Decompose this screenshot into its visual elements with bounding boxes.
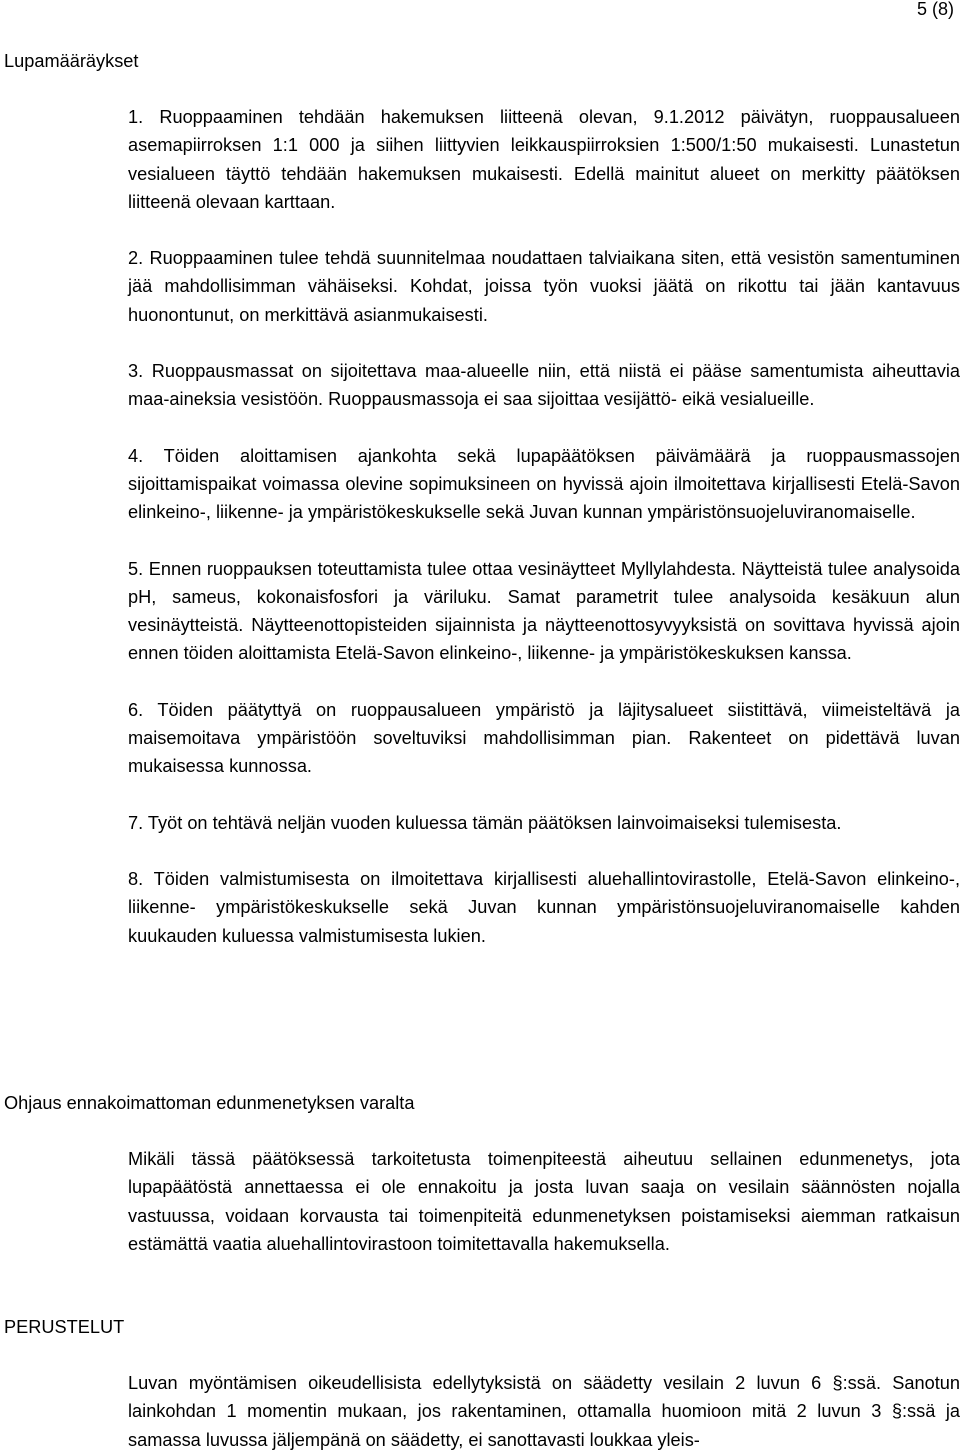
condition-7: 7. Työt on tehtävä neljän vuoden kuluessa tämän päätöksen lainvoimaiseksi tulemisesta. xyxy=(128,812,842,833)
perustelut-section xyxy=(128,1369,960,1454)
conditions-list xyxy=(128,103,960,950)
condition-1: 1. Ruoppaaminen tehdään hakemuksen liitteenä olevan, 9.1.2012 päivätyn, ruoppausalueen asemapiirroksen 1:1 000 ja siihen liittyvien leikkauspiirroksien 1:500/1:50 mukaisesti. Lunastetun vesialueen täyttö tehdään hakemuksen mukaisesti. Edellä mainitut alueet on merkitty päätöksen liitteenä olevaan karttaan. xyxy=(128,107,960,212)
condition-3: 3. Ruoppausmassat on sijoitettava maa-alueelle niin, että niistä ei pääse samentumista aiheuttavia maa-aineksia vesistöön. Ruoppausmassoja ei saa sijoittaa vesijättö- eikä vesialueille. xyxy=(128,361,960,410)
page-number: 5 (8) xyxy=(916,0,954,19)
perustelut-paragraph: Luvan myöntämisen oikeudellisista edellytyksistä on säädetty vesilain 2 luvun 6 §:ssä. Sanotun lainkohdan 1 momentin mukaan, jos rakentaminen, ottamalla huomioon mitä 2 luvun 3 §:ssä ja samassa luvussa jäljempänä on säädetty, ei sanottavasti loukkaa yleis- xyxy=(128,1373,960,1450)
section-heading-lupamaaraykset: Lupamääräykset xyxy=(4,51,139,71)
section-heading-perustelut: PERUSTELUT xyxy=(4,1317,125,1337)
condition-5: 5. Ennen ruoppauksen toteuttamista tulee ottaa vesinäytteet Myllylahdesta. Näytteistä tulee analysoida pH, sameus, kokonaisfosfori ja väriluku. Samat parametrit tulee analysoida kesäkuun alun vesinäytteistä. Näytteenottopisteiden sijainnista ja näytteenottosyvyyksistä on sovittava hyvissä ajoin ennen töiden aloittamista Etelä-Savon elinkeino-, liikenne- ja ympäristökeskuksen kanssa. xyxy=(128,558,960,664)
condition-2: 2. Ruoppaaminen tulee tehdä suunnitelmaa noudattaen talviaikana siten, että vesistön samentuminen jää mahdollisimman vähäiseksi. Kohdat, joissa työn vuoksi jäätä on rikottu tai jään kantavuus huonontunut, on merkittävä asianmukaisesti. xyxy=(128,248,960,325)
section-heading-ohjaus: Ohjaus ennakoimattoman edunmenetyksen varalta xyxy=(4,1093,415,1113)
ohjaus-section xyxy=(128,1145,960,1258)
ohjaus-paragraph: Mikäli tässä päätöksessä tarkoitetusta toimenpiteestä aiheutuu sellainen edunmenetys, jota lupapäätöstä annettaessa ei ole ennakoitu ja josta luvan saaja on vesilain säännösten nojalla vastuussa, voidaan korvausta tai toimenpiteitä edunmenetyksen poistamiseksi aiemman ratkaisun estämättä vaatia aluehallintovirastoon toimitettavalla hakemuksella. xyxy=(128,1149,960,1254)
condition-8: 8. Töiden valmistumisesta on ilmoitettava kirjallisesti aluehallintovirastolle, Etelä-Savon elinkeino-, liikenne- ympäristökeskukselle sekä Juvan kunnan ympäristönsuojeluviranomaiselle kahden kuukauden kuluessa valmistumisesta lukien. xyxy=(128,868,960,946)
condition-4: 4. Töiden aloittamisen ajankohta sekä lupapäätöksen päivämäärä ja ruoppausmassojen sijoittamispaikat voimassa olevine sopimuksineen on hyvissä ajoin ilmoitettava kirjallisesti Etelä-Savon elinkeino-, liikenne- ja ympäristökeskukselle sekä Juvan kunnan ympäristönsuojeluviranomaiselle. xyxy=(128,445,960,523)
condition-6: 6. Töiden päätyttyä on ruoppausalueen ympäristö ja läjitysalueet siistittävä, viimeisteltävä ja maisemoitava ympäristöön soveltuviksi mahdollisimman pian. Rakenteet on pidettävä luvan mukaisessa kunnossa. xyxy=(128,699,960,777)
